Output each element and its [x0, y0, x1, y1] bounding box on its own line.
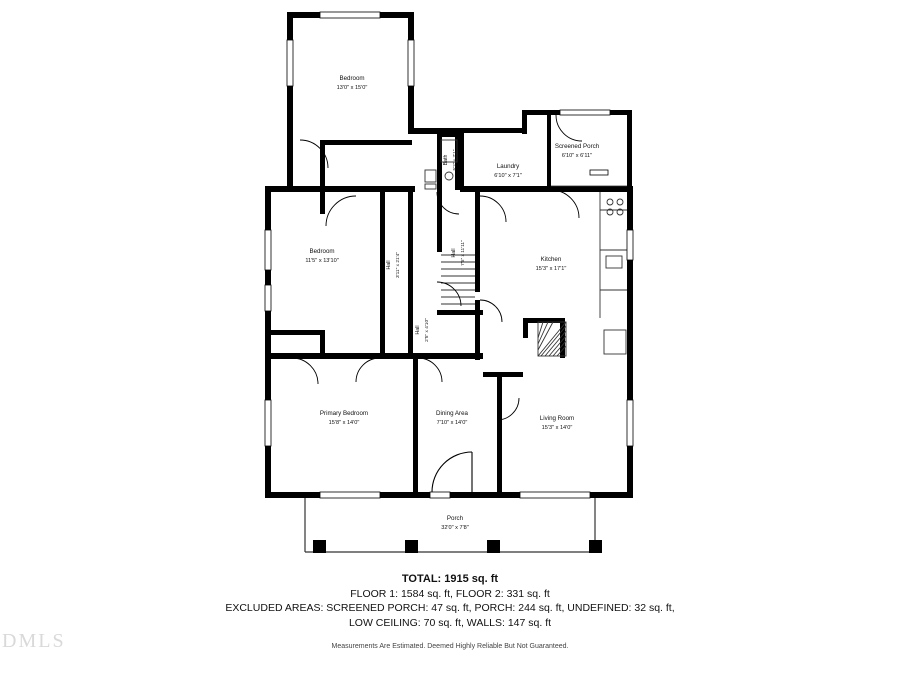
excluded-areas: EXCLUDED AREAS: SCREENED PORCH: 47 sq. ft, PORCH: 244 sq. ft, UNDEFINED: 32 sq. ft,: [225, 602, 675, 614]
room-dimensions: 15'8" x 14'0": [328, 420, 360, 426]
room-label-hall-lower: [415, 318, 430, 342]
room-name: Bath: [443, 154, 449, 166]
room-name: Primary Bedroom: [319, 410, 369, 417]
fixtures-group: [305, 140, 627, 552]
room-dimensions: 6'10" x 6'11": [561, 153, 593, 159]
room-name: Hall: [451, 248, 457, 258]
room-name: Kitchen: [540, 256, 562, 263]
watermark: DMLS: [2, 630, 66, 652]
room-label-bath: [443, 149, 458, 170]
room-label-dining-area: [436, 410, 469, 426]
room-dimensions: 7'6" x 11'11": [461, 240, 466, 266]
summary-footer: [0, 572, 900, 655]
room-name: Hall: [386, 260, 392, 270]
room-name: Bedroom: [309, 248, 335, 255]
room-label-kitchen: [536, 256, 567, 272]
room-dimensions: 11'5" x 13'10": [305, 258, 339, 264]
room-label-bedroom-left: [305, 248, 338, 264]
room-dimensions: 2'5" x 4'10": [425, 318, 430, 342]
room-name: Laundry: [496, 163, 520, 170]
room-label-hall-left: [386, 252, 401, 278]
room-dimensions: 15'3" x 14'0": [541, 425, 573, 431]
room-name: Porch: [446, 515, 464, 522]
room-label-living-room: [540, 415, 574, 431]
room-label-porch: [441, 515, 469, 531]
porch-posts: [313, 540, 602, 553]
room-label-bedroom-upper: [337, 75, 368, 91]
room-dimensions: 32'0" x 7'8": [441, 525, 469, 531]
room-name: Screened Porch: [554, 143, 600, 150]
room-dimensions: 7'10" x 14'0": [436, 420, 468, 426]
room-label-screened-porch: [555, 143, 600, 159]
disclaimer: Measurements Are Estimated. Deemed Highly Reliable But Not Guaranteed.: [331, 643, 569, 650]
room-name: Hall: [415, 325, 421, 335]
room-name: Dining Area: [436, 410, 468, 417]
room-dimensions: 13'0" x 15'0": [336, 85, 368, 91]
low-ceiling-walls: LOW CEILING: 70 sq. ft, WALLS: 147 sq. ft: [348, 616, 552, 629]
room-name: Living Room: [539, 415, 575, 422]
room-dimensions: 15'3" x 17'1": [535, 266, 567, 272]
total-area: TOTAL: 1915 sq. ft: [401, 573, 499, 585]
floor-breakdown: FLOOR 1: 1584 sq. ft, FLOOR 2: 331 sq. ft: [350, 587, 550, 600]
room-label-laundry: [494, 163, 522, 179]
room-dimensions: 6'10" x 7'1": [494, 173, 522, 179]
room-dimensions: 3'11" x 21'4": [396, 252, 401, 278]
room-dimensions: 5'2" x 7'1": [453, 149, 458, 171]
room-name: Bedroom: [339, 75, 365, 82]
room-label-primary-bedroom: [320, 410, 368, 426]
